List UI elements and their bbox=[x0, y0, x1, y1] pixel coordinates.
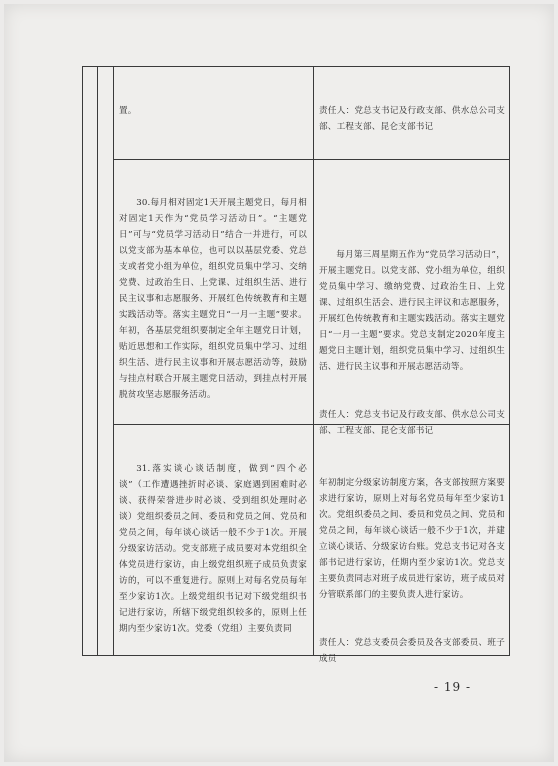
row-2-measure-text: 每月第三周星期五作为“党员学习活动日”，开展主题党日。以党支部、党小组为单位，组织党员集中学习、缴纳党费、过政治生日、上党课、过组织生活会、进行民主评议和志愿服务，开展红色传统教育和主题实践活动。落实主题党日“一月一主题”要求。党总支制定2020年度主题党日主题计划，组织党员集中学习、过组织生活、进行民主议事和开展志愿活动等。 bbox=[319, 250, 505, 372]
table-column-rule bbox=[97, 67, 98, 655]
row-2-left-text: 30.每月相对固定1天开展主题党日，每月相对固定1天作为“党员学习活动日”。“主题党日”可与“党员学习活动日”结合一并进行，可以以党支部为基本单位，也可以以基层党委、党总支或者党小组为单位，组织党员集中学习、交纳党费、过政治生日、上党课、过组织生活、进行民主议事和志愿服务、开展红色传统教育和主题实践活动等。落实主题党日“一月一主题”要求。年初，各基层党组织要制定全年主题党日计划，贴近思想和工作实际，组织党员集中学习、过组织生活、进行民主议事和开展志愿活动等，鼓励与挂点村联合开展主题党日活动，到挂点村开展脱贫攻坚志愿服务活动。 bbox=[119, 198, 307, 400]
row-3-left-text: 31.落实谈心谈话制度，做到“四个必谈”（工作遭遇挫折时必谈、家庭遇到困难时必谈、获得荣誉进步时必谈、受到组织处理时必谈）党组织委员之间、委员和党员之间、党员和党员之间，每年谈心谈话一般不少于1次。开展分级家访活动。党支部班子成员要对本党组织全体党员进行家访，由上级党组织班子成员负责家访的，可以不重复进行。原则上对每名党员每年至少家访1次。上级党组织书记对下级党组织书记进行家访，所辖下级党组织较多的，原则上任期内至少家访1次。党委（党组）主要负责同 bbox=[119, 464, 307, 634]
row-1-left-text: 置。 bbox=[119, 106, 137, 116]
table-column-rule bbox=[113, 67, 114, 655]
page-number: - 19 - bbox=[434, 680, 472, 694]
table-row bbox=[319, 215, 505, 471]
row-1-responsible-text: 责任人：党总支书记及行政支部、供水总公司支部、工程支部、昆仑支部书记 bbox=[319, 106, 505, 132]
task-table bbox=[82, 66, 510, 664]
table-row bbox=[119, 163, 307, 435]
table-row bbox=[119, 71, 307, 151]
table-row bbox=[319, 443, 505, 699]
table-row bbox=[319, 71, 505, 167]
row-3-responsible-text: 责任人：党总支委员会委员及各支部委员、班子成员 bbox=[319, 638, 505, 664]
row-2-responsible-text: 责任人：党总支书记及行政支部、供水总公司支部、工程支部、昆仑支部书记 bbox=[319, 410, 505, 436]
row-3-measure-text: 年初制定分级家访制度方案，各支部按照方案要求进行家访，原则上对每名党员每年至少家访1次。党组织委员之间、委员和党员之间、党员和党员之间，每年谈心谈话一般不少于1次，并建立谈心谈话、分级家访台账。党总支书记对各支部书记进行家访，任期内至少家访1次。党总支主要负责同志对班子成员进行家访，班子成员对分管联系部门的主要负责人进行家访。 bbox=[319, 478, 505, 600]
table-row bbox=[119, 429, 307, 669]
document-page bbox=[4, 4, 554, 762]
table-column-rule bbox=[313, 67, 314, 655]
